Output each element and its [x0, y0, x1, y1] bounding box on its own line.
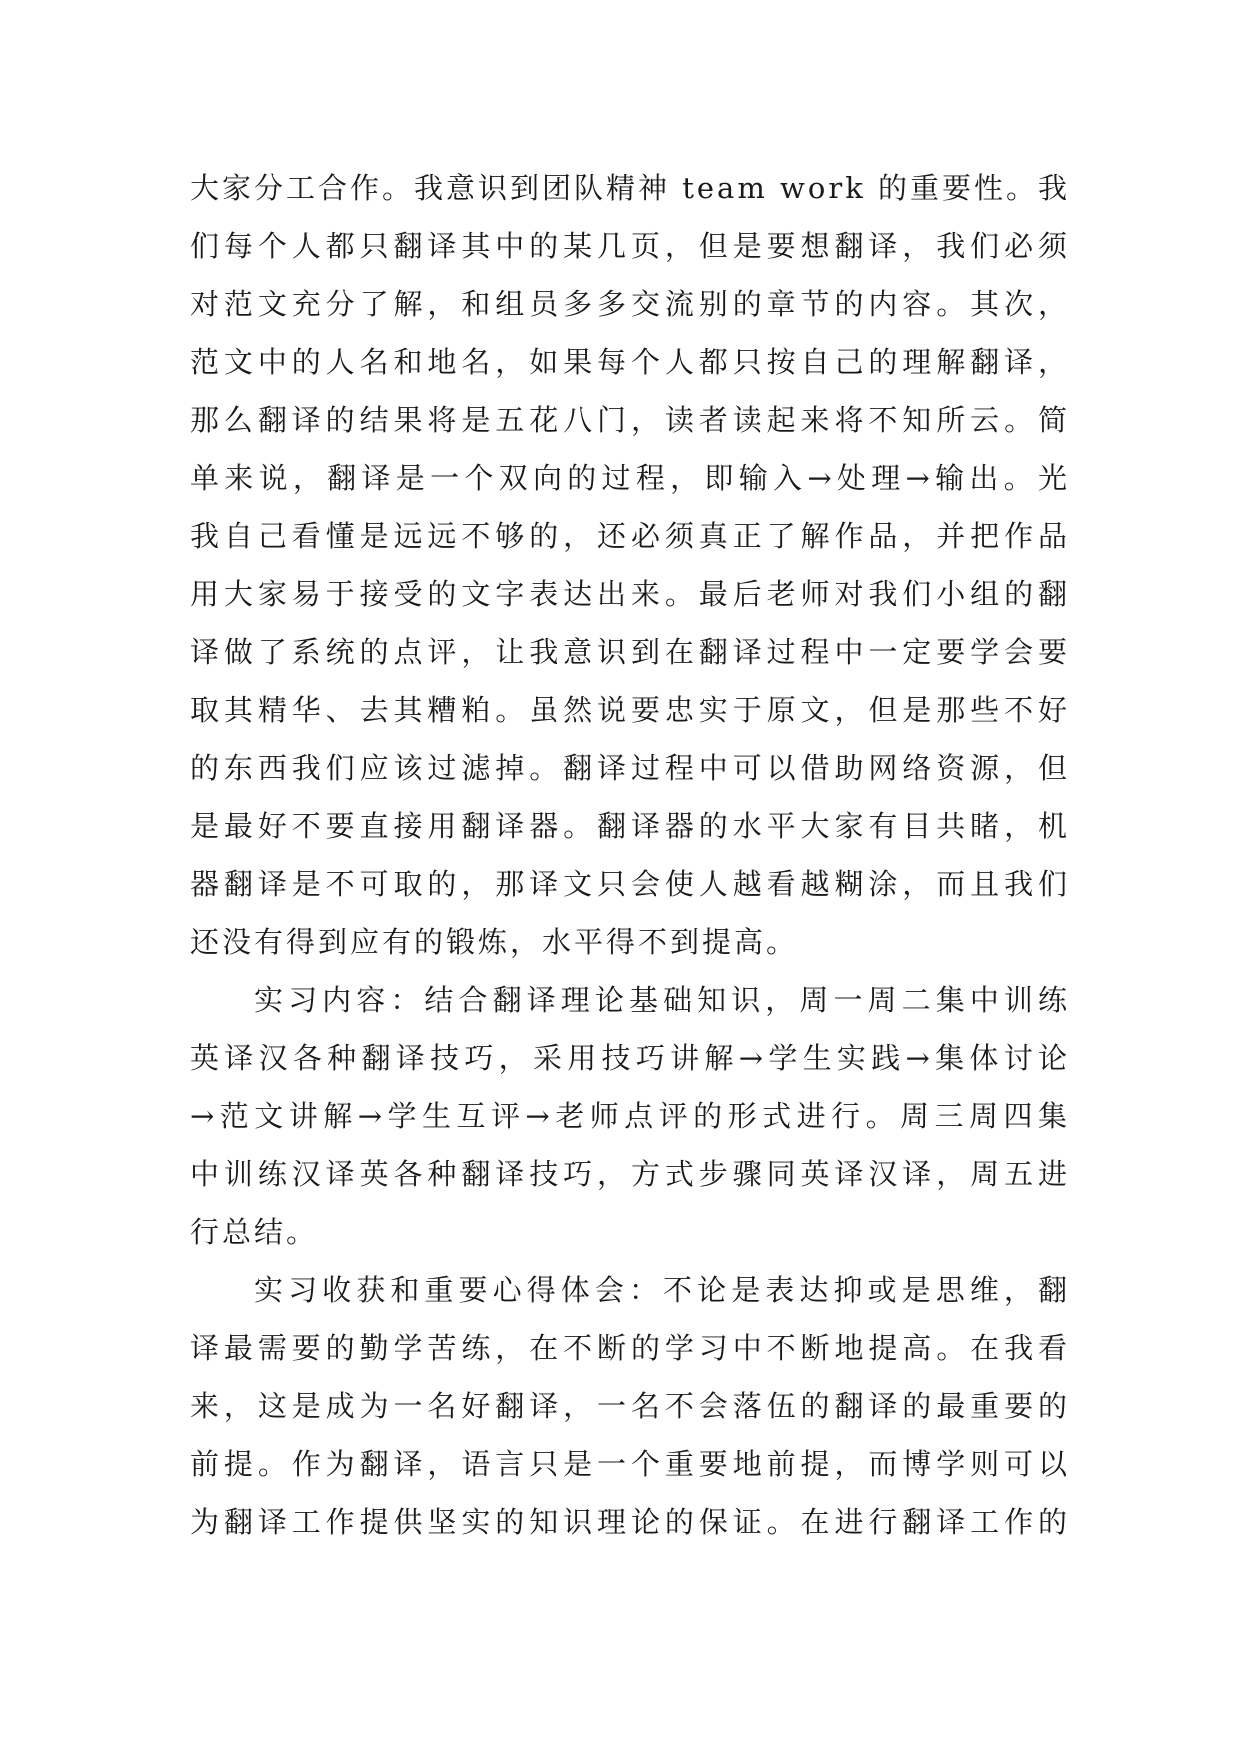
- paragraph-line: 行总结。: [190, 1215, 319, 1249]
- paragraph-line: 实习收获和重要心得体会：不论是表达抑或是思维，翻: [254, 1273, 1070, 1307]
- paragraph-line: 来，这是成为一名好翻译，一名不会落伍的翻译的最重要的: [190, 1389, 1070, 1423]
- paragraph-line: 是最好不要直接用翻译器。翻译器的水平大家有目共睹，机: [190, 809, 1070, 843]
- paragraph-line: 用大家易于接受的文字表达出来。最后老师对我们小组的翻: [190, 577, 1070, 611]
- paragraph-line: 们每个人都只翻译其中的某几页，但是要想翻译，我们必须: [190, 229, 1070, 263]
- paragraph-line: 为翻译工作提供坚实的知识理论的保证。在进行翻译工作的: [190, 1505, 1070, 1539]
- paragraph-line: 单来说，翻译是一个双向的过程，即输入→处理→输出。光: [190, 461, 1070, 495]
- paragraph-line: 范文中的人名和地名，如果每个人都只按自己的理解翻译，: [190, 345, 1070, 379]
- paragraph-line: 对范文充分了解，和组员多多交流别的章节的内容。其次，: [190, 287, 1070, 321]
- paragraph-line: 中训练汉译英各种翻译技巧，方式步骤同英译汉译，周五进: [190, 1157, 1070, 1191]
- document-body: [190, 159, 1070, 1551]
- paragraph-line: 器翻译是不可取的，那译文只会使人越看越糊涂，而且我们: [190, 867, 1070, 901]
- paragraph-line: 那么翻译的结果将是五花八门，读者读起来将不知所云。简: [190, 403, 1070, 437]
- paragraph-line: 前提。作为翻译，语言只是一个重要地前提，而博学则可以: [190, 1447, 1070, 1481]
- paragraph-line: →范文讲解→学生互评→老师点评的形式进行。周三周四集: [190, 1099, 1070, 1133]
- paragraph-line: 取其精华、去其糟粕。虽然说要忠实于原文，但是那些不好: [190, 693, 1070, 727]
- paragraph-line: 英译汉各种翻译技巧，采用技巧讲解→学生实践→集体讨论: [190, 1041, 1070, 1075]
- paragraph-line: 我自己看懂是远远不够的，还必须真正了解作品，并把作品: [190, 519, 1070, 553]
- paragraph-line: 译做了系统的点评，让我意识到在翻译过程中一定要学会要: [190, 635, 1070, 669]
- paragraph-line: 的东西我们应该过滤掉。翻译过程中可以借助网络资源，但: [190, 751, 1070, 785]
- paragraph-line: 译最需要的勤学苦练，在不断的学习中不断地提高。在我看: [190, 1331, 1070, 1365]
- paragraph-line: 还没有得到应有的锻炼，水平得不到提高。: [190, 925, 799, 959]
- paragraph-line: 大家分工合作。我意识到团队精神 team work 的重要性。我: [190, 171, 1070, 205]
- paragraph-line: 实习内容：结合翻译理论基础知识，周一周二集中训练: [254, 983, 1070, 1017]
